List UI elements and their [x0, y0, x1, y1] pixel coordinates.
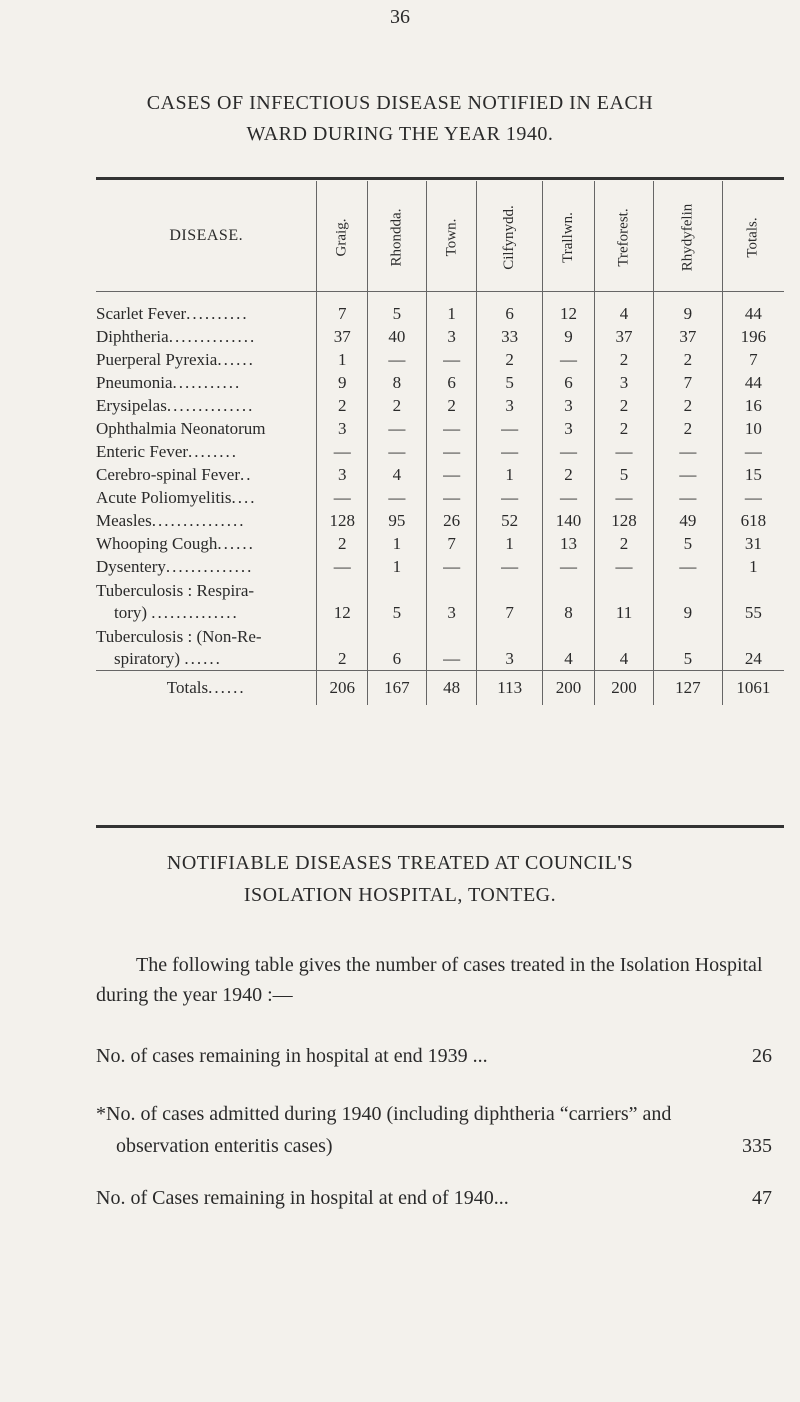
ward-value-cell: 9 — [654, 302, 723, 325]
ward-value-cell: 1 — [367, 532, 426, 555]
ward-value-cell: 3 — [477, 394, 543, 417]
total-value-cell: — — [722, 440, 784, 463]
disease-name-cell — [96, 440, 317, 463]
ward-value-cell: 2 — [594, 417, 653, 440]
disease-name-cell — [96, 371, 317, 394]
table-row — [96, 578, 784, 624]
ward-value-cell: 128 — [594, 509, 653, 532]
disease-name-cell — [96, 624, 317, 671]
ward-value-cell: — — [654, 440, 723, 463]
ward-value-cell: — — [477, 486, 543, 509]
ward-value-cell: 1 — [367, 555, 426, 578]
totals-column-header: Totals. — [722, 181, 784, 292]
total-value-cell: 15 — [722, 463, 784, 486]
ward-value-cell: 11 — [594, 578, 653, 624]
ward-value-cell: 3 — [542, 394, 594, 417]
ward-value-cell: — — [367, 417, 426, 440]
total-value-cell: 10 — [722, 417, 784, 440]
disease-name-line-2-text: spiratory) — [114, 649, 181, 668]
disease-name: Acute Poliomyelitis — [96, 488, 232, 507]
ward-value-cell: — — [594, 555, 653, 578]
disease-name: Dysentery — [96, 557, 166, 576]
ward-value-cell: — — [477, 555, 543, 578]
disease-name-cell — [96, 394, 317, 417]
stat-label: No. of cases remaining in hospital at end 1939 ... — [96, 1045, 488, 1067]
total-value-cell: 1061 — [722, 671, 784, 706]
totals-row — [96, 671, 784, 706]
ward-value-cell: — — [542, 555, 594, 578]
ward-value-cell: 1 — [477, 532, 543, 555]
dot-leader: .............. — [168, 327, 257, 346]
ward-header-cilfynydd: Cilfynydd. — [477, 181, 543, 292]
ward-value-cell: — — [426, 440, 477, 463]
ward-value-cell: — — [426, 417, 477, 440]
ward-value-cell: 48 — [426, 671, 477, 706]
ward-value-cell: 1 — [317, 348, 368, 371]
stat-value: 335 — [742, 1135, 772, 1157]
ward-value-cell: 37 — [654, 325, 723, 348]
ward-value-cell: 167 — [367, 671, 426, 706]
total-value-cell: 44 — [722, 302, 784, 325]
ward-value-cell: 5 — [654, 532, 723, 555]
disease-name: Whooping Cough — [96, 534, 218, 553]
ward-value-cell: 3 — [542, 417, 594, 440]
ward-value-cell: — — [654, 555, 723, 578]
ward-value-cell: 4 — [594, 302, 653, 325]
ward-value-cell: — — [477, 417, 543, 440]
ward-value-cell: 200 — [542, 671, 594, 706]
ward-value-cell: 7 — [426, 532, 477, 555]
total-value-cell: 1 — [722, 555, 784, 578]
page-title-line-2: WARD DURING THE YEAR 1940. — [246, 123, 554, 145]
table-row — [96, 555, 784, 578]
ward-value-cell: 33 — [477, 325, 543, 348]
ward-value-cell: 9 — [317, 371, 368, 394]
disease-name-cell — [96, 532, 317, 555]
ward-value-cell: — — [426, 463, 477, 486]
disease-name-cell — [96, 578, 317, 624]
ward-value-cell: 2 — [594, 348, 653, 371]
ward-value-cell: 4 — [594, 624, 653, 671]
total-value-cell: 196 — [722, 325, 784, 348]
disease-name-cell — [96, 325, 317, 348]
table-row — [96, 394, 784, 417]
ward-value-cell: 8 — [367, 371, 426, 394]
ward-value-cell: 13 — [542, 532, 594, 555]
disease-column-header: DISEASE. — [169, 227, 244, 244]
ward-value-cell: 127 — [654, 671, 723, 706]
ward-value-cell: 200 — [594, 671, 653, 706]
stat-label: No. of Cases remaining in hospital at end of 1940... — [96, 1187, 509, 1209]
totals-label: Totals — [166, 678, 209, 697]
table-row — [96, 509, 784, 532]
ward-value-cell: — — [317, 440, 368, 463]
ward-header-trallwn: Trallwn. — [542, 181, 594, 292]
ward-header-town: Town. — [426, 181, 477, 292]
total-value-cell: 44 — [722, 371, 784, 394]
ward-header-rhondda: Rhondda. — [367, 181, 426, 292]
total-value-cell: 24 — [722, 624, 784, 671]
disease-name: Enteric Fever — [96, 442, 189, 461]
ward-value-cell: 5 — [367, 578, 426, 624]
dot-leader: .............. — [165, 557, 254, 576]
ward-value-cell: 95 — [367, 509, 426, 532]
disease-name-cell — [96, 555, 317, 578]
section-heading-line-1: NOTIFIABLE DISEASES TREATED AT COUNCIL'S — [166, 852, 634, 874]
dot-leader: ...... — [208, 678, 246, 697]
stat-value: 26 — [752, 1045, 772, 1067]
table-row — [96, 302, 784, 325]
ward-value-cell: 3 — [594, 371, 653, 394]
ward-value-cell: 6 — [426, 371, 477, 394]
ward-value-cell: 2 — [477, 348, 543, 371]
ward-value-cell: 5 — [654, 624, 723, 671]
disease-name: Erysipelas — [96, 396, 167, 415]
ward-value-cell: 2 — [594, 394, 653, 417]
table-row — [96, 417, 784, 440]
table-bottom-rule — [96, 825, 784, 828]
disease-name: Puerperal Pyrexia — [96, 350, 218, 369]
ward-value-cell: 26 — [426, 509, 477, 532]
ward-value-cell: 2 — [654, 417, 723, 440]
ward-value-cell: — — [367, 486, 426, 509]
disease-name-line-1: Tuberculosis : (Non-Re- — [96, 627, 262, 646]
ward-value-cell: 9 — [654, 578, 723, 624]
ward-value-cell: 3 — [317, 417, 368, 440]
disease-name-line-1: Tuberculosis : Respira- — [96, 581, 255, 600]
ward-value-cell: 2 — [654, 394, 723, 417]
ward-value-cell: 37 — [317, 325, 368, 348]
ward-value-cell: — — [367, 440, 426, 463]
dot-leader: ...... — [217, 534, 255, 553]
ward-header-treforest: Treforest. — [594, 181, 653, 292]
ward-value-cell: 2 — [317, 394, 368, 417]
ward-value-cell: 128 — [317, 509, 368, 532]
dot-leader: ...... — [184, 649, 222, 668]
stat-remaining-1940 — [96, 1182, 786, 1214]
ward-value-cell: 8 — [542, 578, 594, 624]
total-value-cell: 7 — [722, 348, 784, 371]
ward-value-cell: — — [594, 440, 653, 463]
ward-value-cell: 7 — [317, 302, 368, 325]
ward-header-rhydyfelin: Rhydyfelin — [654, 181, 723, 292]
table-top-rule — [96, 177, 784, 180]
section-heading-line-2: ISOLATION HOSPITAL, TONTEG. — [243, 884, 557, 906]
table-row — [96, 348, 784, 371]
ward-value-cell: — — [317, 486, 368, 509]
disease-name: Cerebro-spinal Fever — [96, 465, 240, 484]
page-number: 36 — [390, 6, 410, 28]
disease-name-cell — [96, 348, 317, 371]
ward-value-cell: 12 — [542, 302, 594, 325]
disease-name-cell — [96, 486, 317, 509]
table-row — [96, 463, 784, 486]
dot-leader: .......... — [186, 304, 249, 323]
ward-value-cell: — — [367, 348, 426, 371]
intro-paragraph: The following table gives the number of cases treated in the Isolation Hospital during the year 1940 :— — [96, 954, 763, 1006]
table-row — [96, 325, 784, 348]
ward-value-cell: 6 — [367, 624, 426, 671]
table-row — [96, 486, 784, 509]
ward-value-cell: 7 — [654, 371, 723, 394]
stat-admitted-1940 — [96, 1098, 786, 1162]
dot-leader: .............. — [166, 396, 255, 415]
dot-leader: ............... — [151, 511, 246, 530]
header-rule — [96, 292, 784, 303]
ward-value-cell: — — [654, 486, 723, 509]
total-value-cell: 16 — [722, 394, 784, 417]
table-header-row — [96, 181, 784, 292]
disease-name-line-2 — [96, 648, 316, 670]
disease-name-cell — [96, 417, 317, 440]
total-value-cell: 55 — [722, 578, 784, 624]
ward-value-cell: — — [426, 555, 477, 578]
ward-value-cell: 9 — [542, 325, 594, 348]
disease-name: Scarlet Fever — [96, 304, 187, 323]
ward-value-cell: 2 — [367, 394, 426, 417]
ward-value-cell: 113 — [477, 671, 543, 706]
total-value-cell: 618 — [722, 509, 784, 532]
ward-value-cell: — — [654, 463, 723, 486]
ward-value-cell: — — [426, 624, 477, 671]
ward-value-cell: 4 — [542, 624, 594, 671]
disease-name: Diphtheria — [96, 327, 169, 346]
ward-header-graig: Graig. — [317, 181, 368, 292]
table-row — [96, 532, 784, 555]
ward-value-cell: — — [542, 486, 594, 509]
table-row — [96, 440, 784, 463]
ward-value-cell: — — [317, 555, 368, 578]
disease-name: Ophthalmia Neonatorum — [96, 419, 266, 438]
ward-value-cell: 140 — [542, 509, 594, 532]
ward-value-cell: 4 — [367, 463, 426, 486]
ward-value-cell: 37 — [594, 325, 653, 348]
ward-value-cell: 1 — [426, 302, 477, 325]
ward-value-cell: 2 — [426, 394, 477, 417]
ward-value-cell: 40 — [367, 325, 426, 348]
ward-value-cell: — — [426, 348, 477, 371]
stat-value: 47 — [752, 1187, 772, 1209]
ward-value-cell: 6 — [542, 371, 594, 394]
ward-value-cell: 3 — [426, 578, 477, 624]
ward-value-cell: 3 — [317, 463, 368, 486]
ward-value-cell: — — [542, 440, 594, 463]
disease-name: Measles — [96, 511, 152, 530]
ward-value-cell: 2 — [317, 532, 368, 555]
ward-value-cell: 49 — [654, 509, 723, 532]
ward-value-cell: 5 — [477, 371, 543, 394]
ward-value-cell: — — [426, 486, 477, 509]
ward-value-cell: — — [477, 440, 543, 463]
ward-value-cell: — — [542, 348, 594, 371]
ward-value-cell: 2 — [594, 532, 653, 555]
stat-remaining-1939 — [96, 1040, 786, 1072]
ward-value-cell: 206 — [317, 671, 368, 706]
dot-leader: .. — [239, 465, 253, 484]
ward-value-cell: 1 — [477, 463, 543, 486]
disease-name-cell — [96, 463, 317, 486]
disease-name-cell — [96, 302, 317, 325]
ward-value-cell: 2 — [317, 624, 368, 671]
ward-value-cell: 52 — [477, 509, 543, 532]
table-row — [96, 371, 784, 394]
ward-cases-table — [96, 181, 784, 705]
stat-label: *No. of cases admitted during 1940 (including diphtheria “carriers” and observation enteritis cases) — [96, 1103, 672, 1157]
dot-leader: .............. — [151, 603, 239, 622]
ward-value-cell: — — [594, 486, 653, 509]
dot-leader: ........ — [188, 442, 239, 461]
total-value-cell: — — [722, 486, 784, 509]
dot-leader: .... — [231, 488, 257, 507]
disease-name-cell — [96, 509, 317, 532]
ward-value-cell: 12 — [317, 578, 368, 624]
totals-label-cell — [96, 671, 317, 706]
ward-value-cell: 3 — [477, 624, 543, 671]
table-row — [96, 624, 784, 671]
ward-value-cell: 7 — [477, 578, 543, 624]
disease-name-line-2-text: tory) — [114, 603, 148, 622]
page-title-line-1: CASES OF INFECTIOUS DISEASE NOTIFIED IN EACH — [146, 92, 654, 114]
disease-name: Pneumonia — [96, 373, 173, 392]
disease-name-line-2 — [96, 602, 316, 624]
ward-value-cell: 2 — [542, 463, 594, 486]
dot-leader: ........... — [172, 373, 242, 392]
ward-value-cell: 3 — [426, 325, 477, 348]
ward-value-cell: 5 — [594, 463, 653, 486]
dot-leader: ...... — [217, 350, 255, 369]
ward-value-cell: 5 — [367, 302, 426, 325]
total-value-cell: 31 — [722, 532, 784, 555]
ward-value-cell: 6 — [477, 302, 543, 325]
ward-value-cell: 2 — [654, 348, 723, 371]
